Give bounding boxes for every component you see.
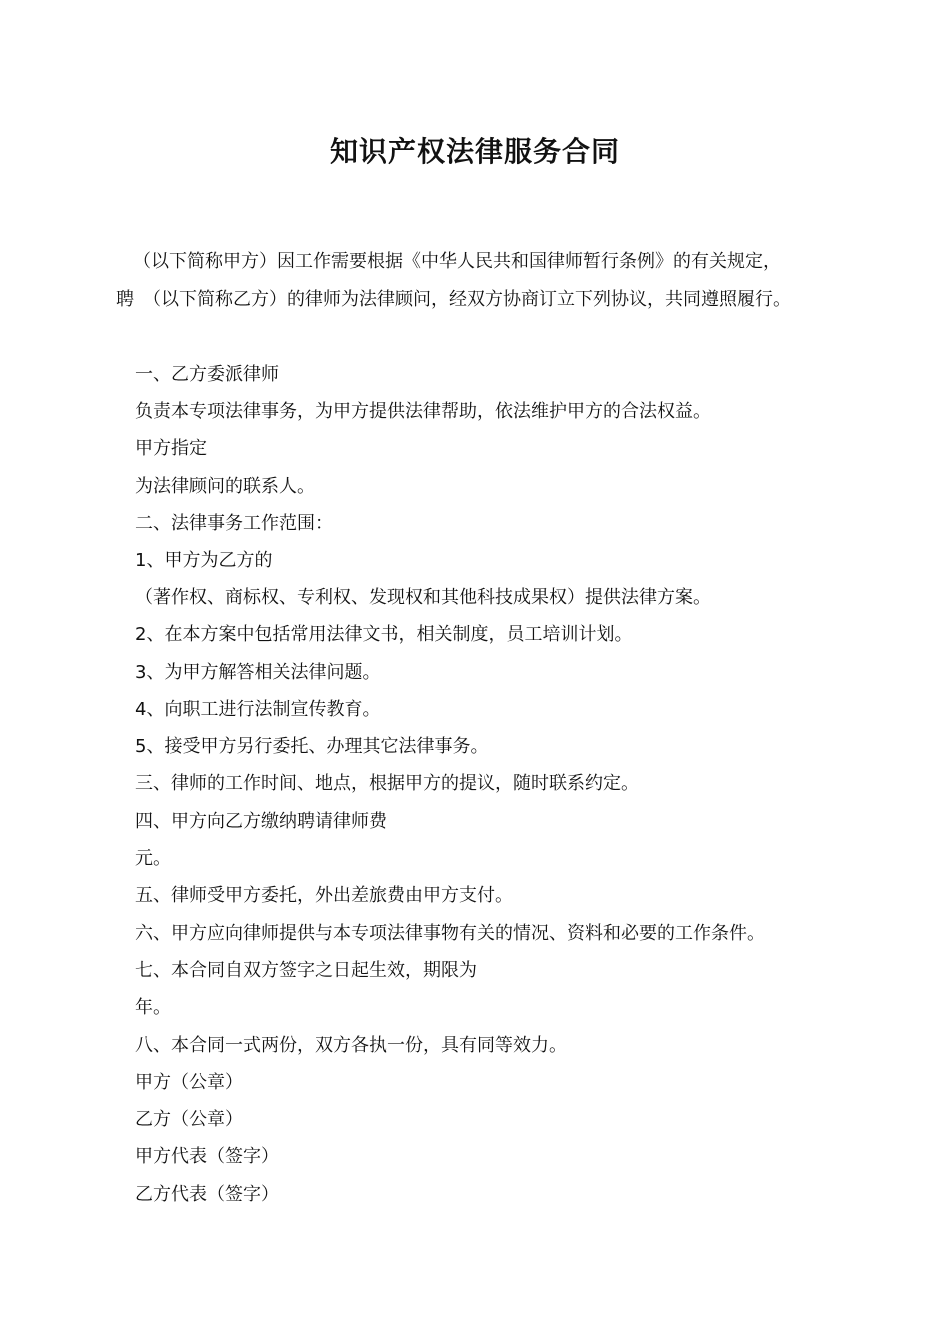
clause-line: 2、在本方案中包括常用法律文书，相关制度，员工培训计划。: [135, 624, 633, 645]
clause-line: 一、乙方委派律师: [135, 364, 279, 385]
clause-line: 年。: [135, 997, 171, 1018]
clause-line: 1、甲方为乙方的: [135, 550, 273, 571]
clause-line: 元。: [135, 848, 171, 869]
clause-line: 五、律师受甲方委托，外出差旅费由甲方支付。: [135, 885, 513, 906]
clause-line: 3、为甲方解答相关法律问题。: [135, 662, 381, 683]
clause-line: 为法律顾问的联系人。: [135, 476, 315, 497]
clause-line: 六、甲方应向律师提供与本专项法律事物有关的情况、资料和必要的工作条件。: [135, 923, 765, 944]
clause-line: 四、甲方向乙方缴纳聘请律师费: [135, 811, 387, 832]
clause-line: 甲方指定: [135, 438, 207, 459]
signature-label: 甲方（公章）: [135, 1072, 243, 1093]
signature-label: 乙方代表（签字）: [135, 1184, 279, 1205]
clause-line: 二、法律事务工作范围：: [135, 513, 333, 534]
signature-label: 甲方代表（签字）: [135, 1146, 279, 1167]
clause-line: 5、接受甲方另行委托、办理其它法律事务。: [135, 736, 489, 757]
clause-line: 负责本专项法律事务，为甲方提供法律帮助，依法维护甲方的合法权益。: [135, 401, 711, 422]
clause-line: 八、本合同一式两份，双方各执一份，具有同等效力。: [135, 1035, 567, 1056]
clause-line: 七、本合同自双方签字之日起生效，期限为: [135, 960, 477, 981]
document-title: 知识产权法律服务合同: [329, 135, 620, 168]
clause-line: （著作权、商标权、专利权、发现权和其他科技成果权）提供法律方案。: [135, 587, 711, 608]
clause-line: 三、律师的工作时间、地点，根据甲方的提议，随时联系约定。: [135, 773, 639, 794]
clause-line: 4、向职工进行法制宣传教育。: [135, 699, 381, 720]
signature-label: 乙方（公章）: [135, 1109, 243, 1130]
intro-line-2: 聘 （以下简称乙方）的律师为法律顾问，经双方协商订立下列协议，共同遵照履行。: [116, 289, 791, 310]
intro-line-1: （以下简称甲方）因工作需要根据《中华人民共和国律师暂行条例》的有关规定，: [133, 251, 781, 272]
